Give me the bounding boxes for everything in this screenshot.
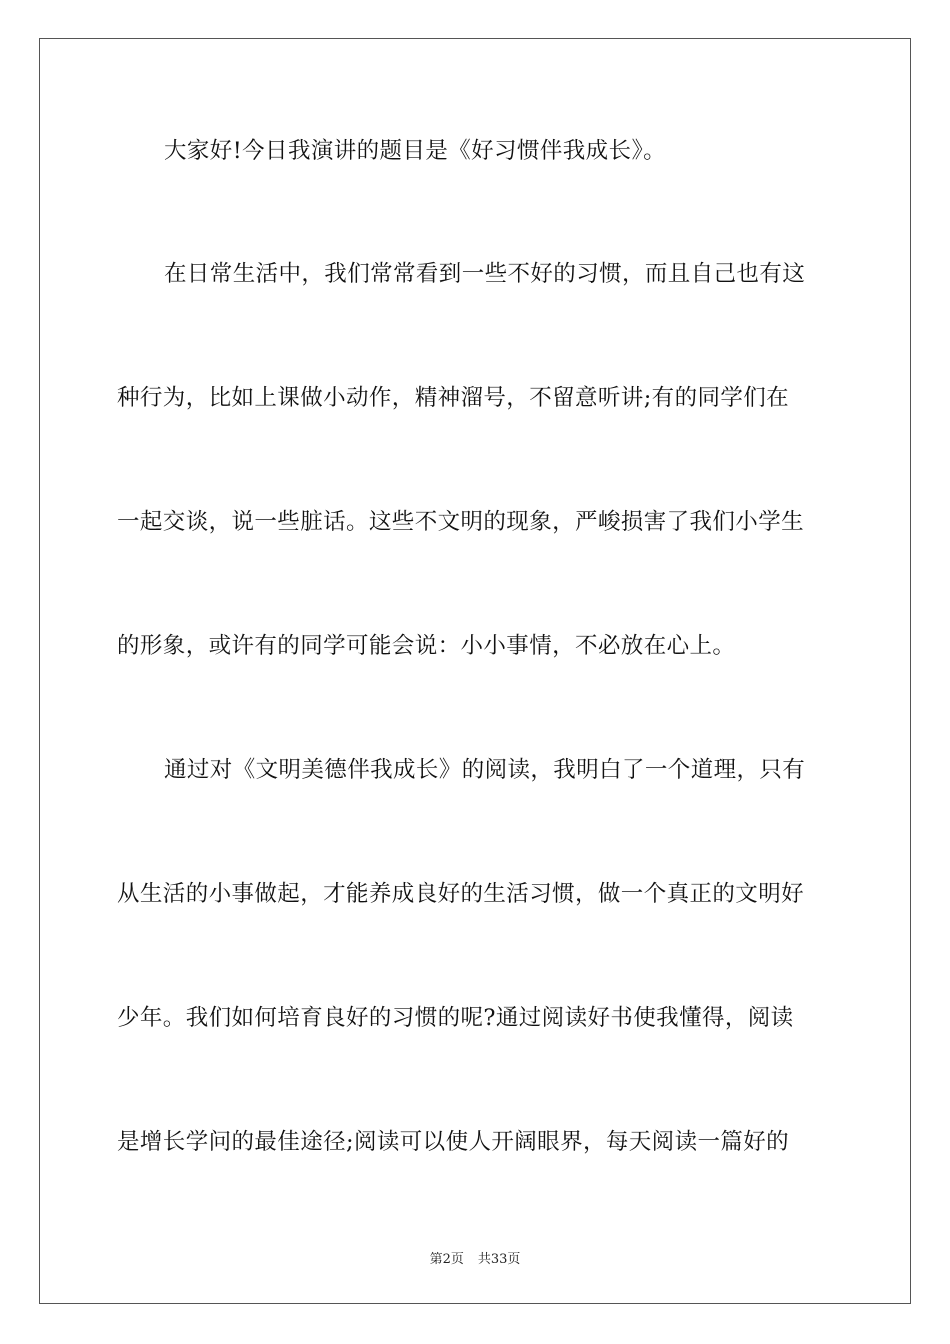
paragraph-line: 一起交谈，说一些脏话。这些不文明的现象，严峻损害了我们小学生 — [117, 509, 805, 535]
paragraph-line: 的形象，或许有的同学可能会说：小小事情，不必放在心上。 — [117, 633, 736, 659]
paragraph-line: 是增长学问的最佳途径;阅读可以使人开阔眼界，每天阅读一篇好的 — [117, 1129, 790, 1155]
page-footer — [0, 1248, 950, 1267]
page-border — [39, 38, 911, 1304]
page-total: 共33页 — [477, 1252, 521, 1267]
paragraph-line: 通过对《文明美德伴我成长》的阅读，我明白了一个道理，只有 — [164, 757, 806, 783]
paragraph-line: 从生活的小事做起，才能养成良好的生活习惯，做一个真正的文明好 — [117, 881, 805, 907]
page-number: 第2页 — [429, 1252, 464, 1267]
paragraph-line: 在日常生活中，我们常常看到一些不好的习惯，而且自己也有这 — [164, 261, 806, 287]
paragraph-line: 种行为，比如上课做小动作，精神溜号，不留意听讲;有的同学们在 — [117, 385, 790, 411]
paragraph-line: 大家好!今日我演讲的题目是《好习惯伴我成长》。 — [164, 138, 666, 164]
paragraph-line: 少年。我们如何培育良好的习惯的呢?通过阅读好书使我懂得，阅读 — [117, 1005, 794, 1031]
